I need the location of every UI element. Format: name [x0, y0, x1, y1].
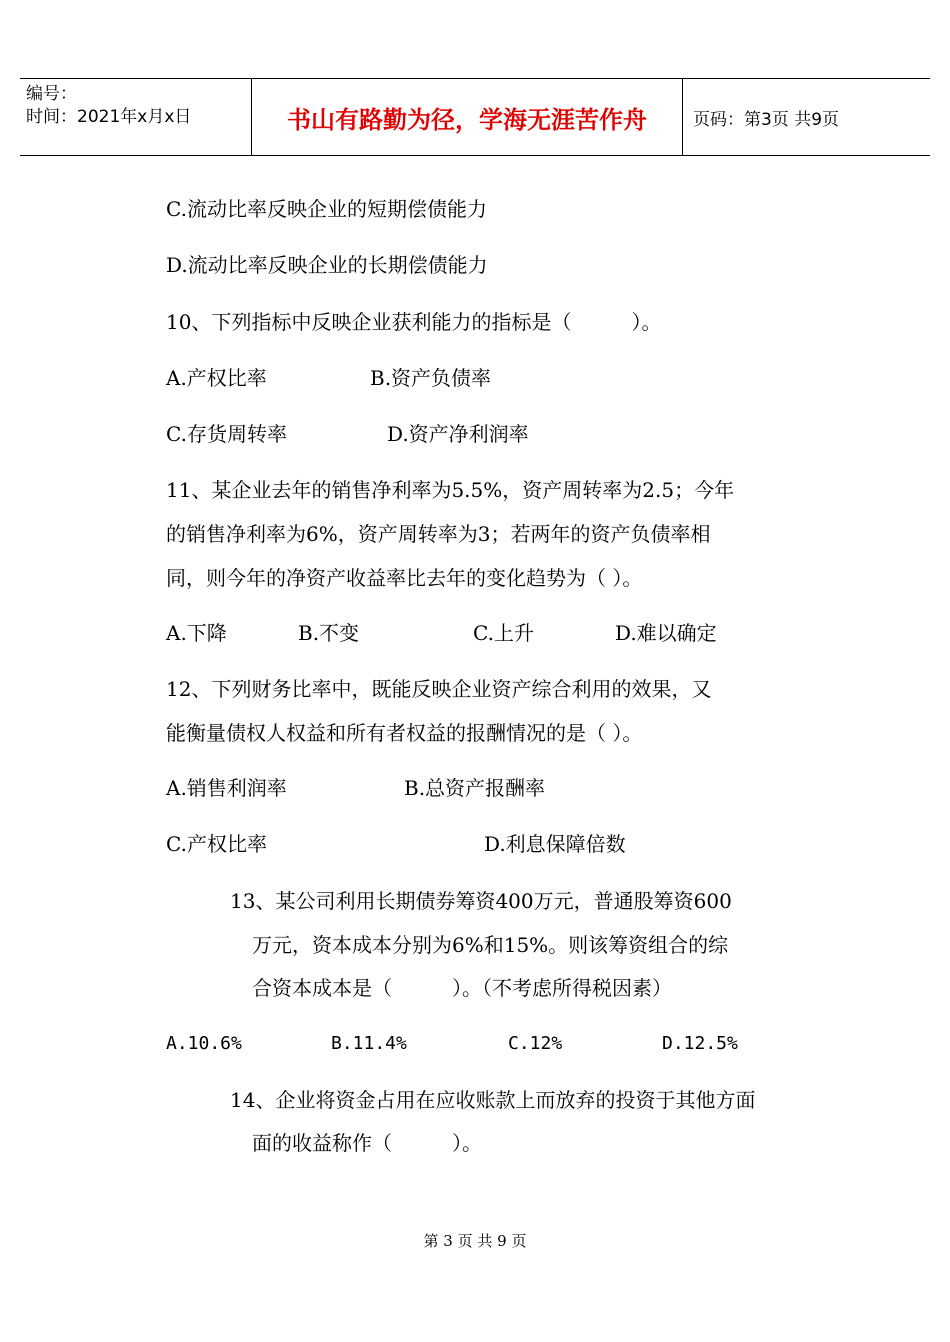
question-13-line2: 万元，资本成本分别为6%和15%。则该筹资组合的综 [252, 933, 729, 957]
document-number-label: 编号： [26, 84, 77, 104]
q11-option-c: C.上升 [473, 621, 534, 645]
option-line-d: D.流动比率反映企业的长期偿债能力 [166, 253, 488, 277]
question-11-line3: 同，则今年的净资产收益率比去年的变化趋势为（ ）。 [166, 566, 643, 590]
question-12-options-row1 [166, 775, 786, 801]
question-11-line1: 11、某企业去年的销售净利率为5.5%，资产周转率为2.5；今年 [166, 478, 735, 502]
q11-option-b: B.不变 [298, 621, 360, 645]
q10-option-d: D.资产净利润率 [387, 422, 529, 446]
question-13-options [166, 1031, 786, 1057]
page-footer: 第 3 页 共 9 页 [423, 1232, 527, 1250]
header-page-cell [683, 79, 930, 155]
question-14-line1: 14、企业将资金占用在应收账款上而放弃的投资于其他方面 [230, 1088, 756, 1112]
q13-option-c: C.12% [508, 1033, 563, 1054]
q13-option-d: D.12.5% [662, 1033, 738, 1054]
question-10: 10、下列指标中反映企业获利能力的指标是（ ）。 [166, 310, 662, 334]
q10-option-a: A.产权比率 [166, 366, 267, 390]
question-12-line2: 能衡量债权人权益和所有者权益的报酬情况的是（ ）。 [166, 721, 643, 745]
document-time-label: 时间：2021年x月x日 [26, 107, 192, 127]
q12-option-d: D.利息保障倍数 [484, 832, 626, 856]
header-left-cell [20, 79, 252, 155]
q13-option-b: B.11.4% [331, 1033, 407, 1054]
q12-option-b: B.总资产报酬率 [404, 776, 546, 800]
option-line-c: C.流动比率反映企业的短期偿债能力 [166, 197, 487, 221]
q12-option-c: C.产权比率 [166, 832, 267, 856]
q11-option-d: D.难以确定 [615, 621, 717, 645]
question-13-line1: 13、某公司利用长期债券筹资400万元，普通股筹资600 [230, 889, 732, 913]
question-11-line2: 的销售净利率为6%，资产周转率为3；若两年的资产负债率相 [166, 522, 711, 546]
header-motto-cell [252, 79, 683, 155]
header-page-label: 页码：第3页 共9页 [693, 109, 840, 130]
q11-option-a: A.下降 [166, 621, 227, 645]
q13-option-a: A.10.6% [166, 1033, 242, 1054]
question-12-line1: 12、下列财务比率中，既能反映企业资产综合利用的效果，又 [166, 677, 712, 701]
q10-option-c: C.存货周转率 [166, 422, 287, 446]
page-header [20, 78, 930, 156]
question-14-line2: 面的收益称作（ ）。 [252, 1131, 482, 1155]
q10-option-b: B.资产负债率 [370, 366, 492, 390]
header-motto: 书山有路勤为径，学海无涯苦作舟 [287, 105, 647, 134]
q12-option-a: A.销售利润率 [166, 776, 287, 800]
question-13-line3: 合资本成本是（ ）。（不考虑所得税因素） [252, 976, 672, 1000]
question-11-options [166, 620, 786, 646]
question-12-options-row2 [166, 831, 786, 857]
